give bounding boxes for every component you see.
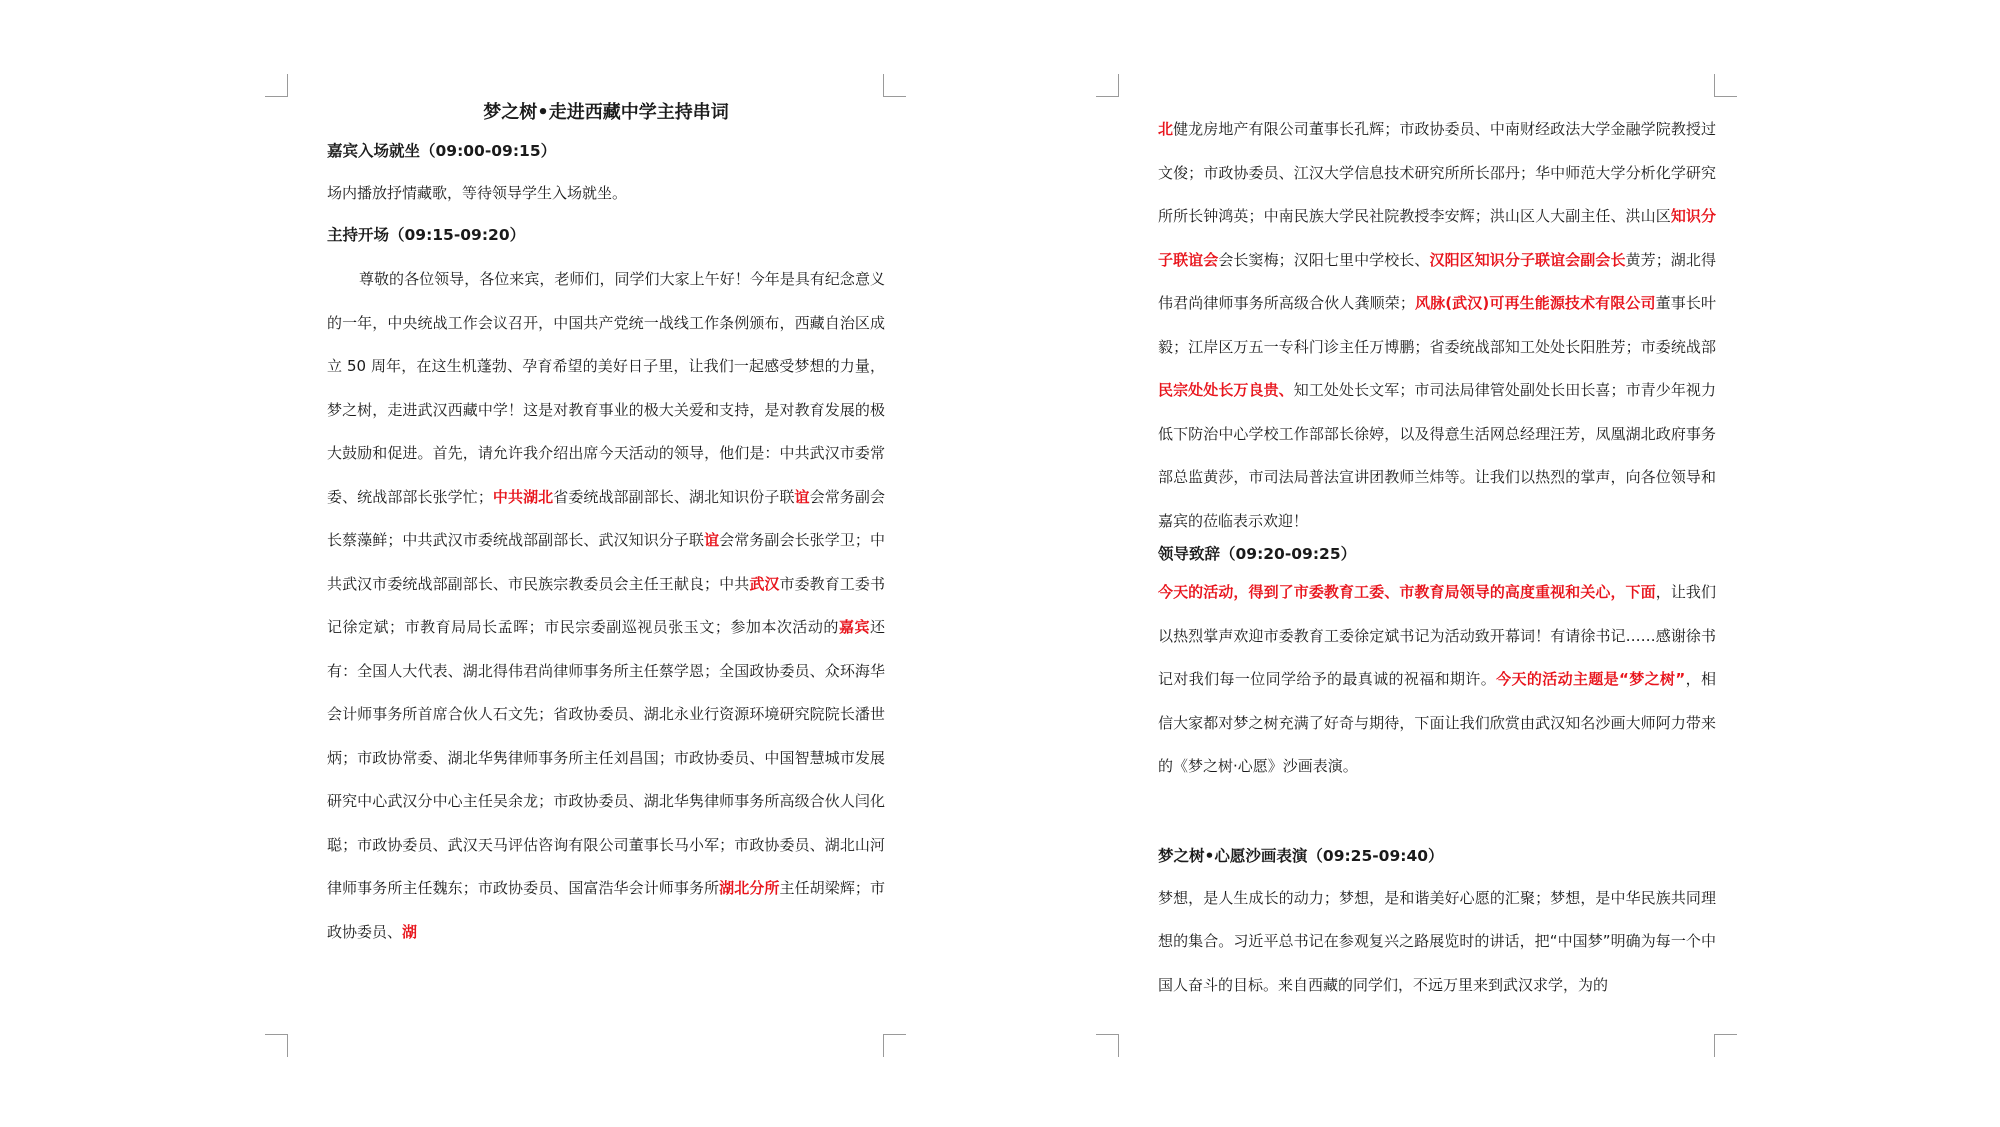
guest-list-paragraph xyxy=(1158,108,1716,543)
text-run: 会常务副会长蔡藻鲜；中共武汉市委统战部副部长、武汉知识分子联 xyxy=(327,487,885,549)
text-run: 健龙房地产有限公司董事长孔辉；市政协委员、中南财经政法大学金融学院教授过文俊；市政协委员、江汉大学信息技术研究所所长邵丹；华中师范大学分析化学研究所所长钟鸿英；中南民族大学民社院教授李安辉；洪山区人大副主任、洪山区 xyxy=(1158,120,1716,225)
crop-mark-top-left xyxy=(1096,74,1119,97)
highlight-text: 知识分子联谊会 xyxy=(1158,207,1716,269)
highlight-text: 风脉(武汉)可再生能源技术有限公司 xyxy=(1414,294,1656,312)
highlight-text: 谊 xyxy=(704,531,720,549)
document-page-left xyxy=(287,0,907,1127)
text-run: 尊敬的各位领导，各位来宾，老师们，同学们大家上午好！今年是具有纪念意义的一年，中央统战工作会议召开，中国共产党统一战线工作条例颁布，西藏自治区成立 50 周年，在这生机蓬勃、孕育希望的美好日子里，让我们一起感受梦想的力量，梦之树，走进武汉西藏中学！这是对教育事业的极大关爱和支持，是对教育发展的极大鼓励和促进。首先，请允许我介绍出席今天活动的领导，他们是：中共武汉市委常委、统战部部长张学忙； xyxy=(327,270,885,506)
text-run: 市委教育工委书记徐定斌；市教育局局长孟晖；市民宗委副巡视员张玉文；参加本次活动的 xyxy=(327,574,885,636)
highlight-text: 中共湖北 xyxy=(492,487,554,506)
crop-mark-top-left xyxy=(265,74,288,97)
highlight-text: 北 xyxy=(1158,120,1174,138)
highlight-text: 湖 xyxy=(402,922,418,941)
page-content xyxy=(327,100,885,954)
crop-mark-top-right xyxy=(883,74,906,97)
crop-mark-bottom-left xyxy=(1096,1034,1119,1057)
highlight-text: 谊 xyxy=(794,487,810,506)
document-title: 梦之树•走进西藏中学主持串词 xyxy=(483,102,729,123)
opening-speech-paragraph xyxy=(327,258,885,954)
highlight-text: 武汉 xyxy=(749,574,780,593)
text-run: 省委统战部副部长、湖北知识份子联 xyxy=(553,487,795,506)
crop-mark-bottom-right xyxy=(1714,1034,1737,1057)
text-run: 会常务副会长张学卫；中共武汉市委统战部副部长、市民族宗教委员会主任王献良；中共 xyxy=(327,531,885,593)
highlight-text: 湖北分所 xyxy=(719,879,780,897)
highlight-text: 今天的活动，得到了市委教育工委、市教育局领导的高度重视和关心，下面 xyxy=(1158,583,1656,601)
crop-mark-top-right xyxy=(1714,74,1737,97)
section-heading-leader-speech: 领导致辞（09:20-09:25） xyxy=(1158,545,1357,563)
text-run: ，让我们以热烈掌声欢迎市委教育工委徐定斌书记为活动致开幕词！有请徐书记……感谢徐书记对我们每一位同学给予的最真诚的祝福和期许。 xyxy=(1158,583,1716,688)
crop-mark-bottom-right xyxy=(883,1034,906,1057)
section-text-guests-seating: 场内播放抒情藏歌，等待领导学生入场就坐。 xyxy=(327,184,628,202)
highlight-text: 民宗处处长万良贵、 xyxy=(1158,381,1294,399)
text-run: 还有：全国人大代表、湖北得伟君尚律师事务所主任蔡学恩；全国政协委员、众环海华会计师事务所首席合伙人石文先；省政协委员、湖北永业行资源环境研究院院长潘世炳；市政协常委、湖北华隽律师事务所主任刘昌国；市政协委员、中国智慧城市发展研究中心武汉分中心主任吴余龙；市政协委员、湖北华隽律师事务所高级合伙人闫化聪；市政协委员、武汉天马评估咨询有限公司董事长马小军；市政协委员、湖北山河律师事务所主任魏东；市政协委员、国富浩华会计师事务所 xyxy=(327,618,885,897)
document-page-right xyxy=(1118,0,1738,1127)
section-heading-sand-painting: 梦之树•心愿沙画表演（09:25-09:40） xyxy=(1158,846,1444,865)
sand-painting-paragraph: 梦想，是人生成长的动力；梦想，是和谐美好心愿的汇聚；梦想，是中华民族共同理想的集合。习近平总书记在参观复兴之路展览时的讲话，把“中国梦”明确为每一个中国人奋斗的目标。来自西藏的同学们，不远万里来到武汉求学，为的 xyxy=(1158,888,1716,994)
section-heading-host-opening: 主持开场（09:15-09:20） xyxy=(327,226,526,244)
highlight-text: 嘉宾 xyxy=(838,618,870,636)
text-run: 黄芳；湖北得伟君尚律师事务所高级合伙人龚顺荣； xyxy=(1158,250,1716,312)
text-run: 知工处处长文军；市司法局律管处副处长田长喜；市青少年视力低下防治中心学校工作部部长徐婷，以及得意生活网总经理汪芳，凤凰湖北政府事务部总监黄莎，市司法局普法宣讲团教师兰炜等。让我们以热烈的掌声，向各位领导和嘉宾的莅临表示欢迎！ xyxy=(1158,381,1716,530)
page-content xyxy=(1158,108,1716,1007)
text-run: 主任胡梁辉；市政协委员、 xyxy=(327,879,885,941)
crop-mark-bottom-left xyxy=(265,1034,288,1057)
text-run: 会长窦梅；汉阳七里中学校长、 xyxy=(1218,250,1430,269)
text-run: ，相信大家都对梦之树充满了好奇与期待，下面让我们欣赏由武汉知名沙画大师阿力带来的《梦之树·心愿》沙画表演。 xyxy=(1158,670,1716,775)
text-run: 董事长叶毅；江岸区万五一专科门诊主任万博鹏；省委统战部知工处处长阳胜芳；市委统战部 xyxy=(1158,294,1716,356)
section-heading-guests-seating: 嘉宾入场就坐（09:00-09:15） xyxy=(327,142,557,160)
highlight-text: 今天的活动主题是“梦之树” xyxy=(1496,670,1686,688)
highlight-text: 汉阳区知识分子联谊会副会长 xyxy=(1429,250,1626,269)
leader-speech-paragraph xyxy=(1158,571,1716,789)
